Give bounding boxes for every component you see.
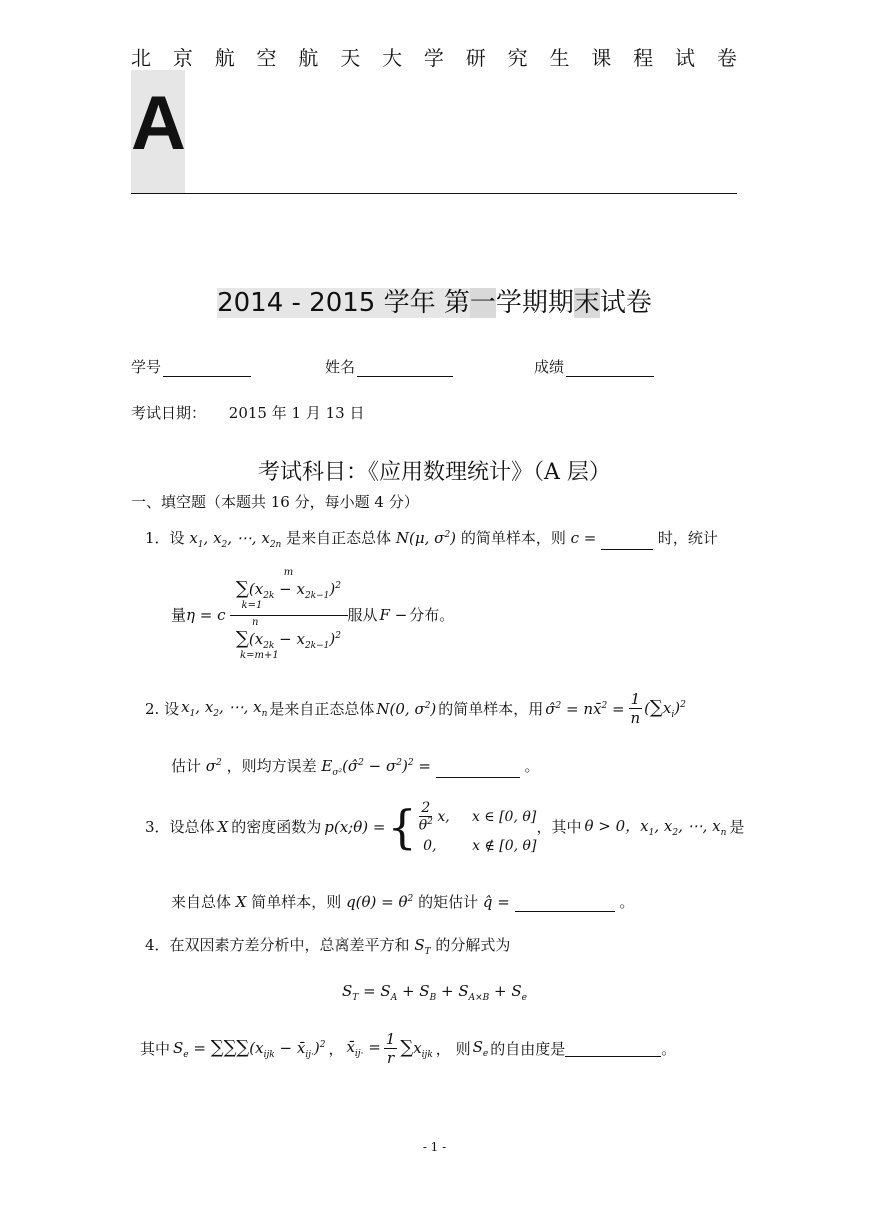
question-2-line-2 [171,755,540,778]
q2-answer-blank[interactable] [436,761,520,778]
q2-fraction: $\frac{1}{n}$ [630,690,641,727]
q2-math: $E_{\sigma^2}(\sigmâ^2 - \sigma^2)^2$ = [321,757,431,778]
title-year: 2014 - 2015 [217,288,376,318]
exam-date-value: 2015 年 1 月 13 日 [228,404,365,422]
header-char: 课 [591,46,612,70]
q1-math: c = [570,529,597,547]
question-1-line-1 [145,527,718,550]
header-char: 北 [131,46,151,70]
header-char: 究 [507,46,528,70]
q3-text: ，其中 [536,818,582,837]
q1-text: 是来自正态总体 [286,529,392,547]
q3-math: $q(\theta) = \theta^2$ [346,893,414,911]
q1-text: 服从 [347,606,378,624]
header-char: 研 [465,46,486,70]
name-field [325,356,453,377]
student-id-label: 学号 [131,358,162,376]
q3-cases: $\frac{2}{\theta^2}$ x, x ∈ [0, θ] 0, x ∉ [0, θ] [418,800,537,854]
q4-text: ， [328,1040,344,1058]
q1-numerator: m $\sum(x_{2k} - x_{2k-1})^2$ k=1 [230,568,348,616]
q2-math: $\sigma^2$ [205,757,222,775]
name-label: 姓名 [325,358,356,376]
header-char: 试 [674,46,695,70]
q2-math: σ̂$^2$ = nx̄$^2$ = [545,699,625,718]
university-header [131,42,737,71]
q3-brace: { [387,799,417,854]
q3-answer-blank[interactable] [515,895,615,912]
q4-text: 。 [661,1040,677,1058]
exam-subject: 考试科目：《应用数理统计》（A 层） [258,460,611,485]
q4-math: $S_e = \sum\sum\sum(x_{ijk}$ − $x̄_{ij\cdot})^2$ [173,1037,326,1060]
question-3-line-2 [171,891,634,912]
q3-math: p(x;θ) = [324,817,386,836]
q3-text: 来自总体 [171,893,232,911]
q1-math: $x_1$, $x_2$, ⋯, $x_{2n}$ [189,529,282,550]
q4-math: $S_T$ [414,936,431,957]
q4-text: 4．在双因素方差分析中，总离差平方和 [145,936,410,954]
q4-text: 其中 [140,1040,171,1058]
header-char: 学 [423,46,444,70]
q4-text: ， 则 [435,1040,471,1058]
q4-math: $S_e$ [472,1038,489,1059]
header-char: 航 [214,46,235,70]
student-id-field [131,356,251,377]
q2-text: 2. 设 [145,700,180,718]
q1-denominator: n $\sum(x_{2k} - x_{2k-1})^2$ k=m+1 [236,617,341,661]
exam-date [131,402,364,423]
q3-text: 。 [619,893,635,911]
paper-version-letter: A [131,81,186,166]
q3-math: q̂ = [482,893,510,911]
q2-text: 的简单样本，用 [438,700,544,718]
q2-text: ，则均方误差 [226,757,317,775]
q2-math: N(0, $\sigma^2$) [376,699,437,718]
question-1-line-2 [171,568,454,661]
exam-title [0,282,869,319]
student-id-blank[interactable] [163,360,251,377]
page-number: - 1 - [422,1140,447,1154]
q2-text: 。 [524,757,540,775]
q1-text: 时，统计 [657,529,718,547]
header-char: 航 [298,46,319,70]
q3-text: 简单样本，则 [251,893,342,911]
name-blank[interactable] [357,360,453,377]
score-blank[interactable] [566,360,654,377]
exam-date-label: 考试日期： [131,404,207,422]
question-4-line-3 [140,1030,676,1067]
q1-text: 分布。 [409,606,455,624]
q1-text: 1．设 [145,529,185,547]
q4-text: 的自由度是 [490,1040,566,1058]
title-segment: 学期期 [495,288,574,318]
score-label: 成绩 [534,358,565,376]
q1-fraction [230,568,348,661]
q1-math: F − [379,605,408,624]
header-char: 生 [549,46,570,70]
q4-math: $\sum x_{ijk}$ [400,1037,433,1060]
q3-text: 3．设总体 [145,818,215,837]
header-char: 京 [172,46,193,70]
header-char: 卷 [716,46,737,70]
q2-text: 是来自正态总体 [269,700,375,718]
title-segment: 末 [573,288,600,318]
section-heading: 一、填空题（本题共 16 分，每小题 4 分） [131,493,419,511]
q1-text: 的简单样本，则 [460,529,566,547]
q4-answer-blank[interactable] [565,1040,661,1057]
header-rule [131,193,737,194]
q3-math: X [235,893,247,911]
q1-text: 量 [171,606,187,624]
q3-text: 是 [729,818,745,837]
q1-math: N(μ, $\sigma^2$) [395,529,457,547]
q3-math: X [217,817,229,836]
q4-math: $x̄_{ij\cdot}$ = [346,1038,381,1059]
q2-text: 估计 [171,757,202,775]
header-char: 大 [382,46,403,70]
header-char: 天 [340,46,361,70]
question-2-line-1 [145,690,686,727]
title-segment: 学年 第 [375,288,470,318]
q3-math: θ > 0，$x_1$, $x_2$, ⋯, $x_n$ [584,817,727,839]
q4-fraction: $\frac{1}{r}$ [385,1030,396,1067]
score-field [534,356,654,377]
q1-answer-blank[interactable] [601,533,653,550]
title-segment: 一 [469,288,496,318]
q1-math: η = c [186,605,226,624]
q3-text: 的密度函数为 [231,818,322,837]
header-char: 空 [256,46,277,70]
q2-math: $x_1$, $x_2$, ⋯, $x_n$ [181,698,268,719]
header-char: 程 [633,46,654,70]
q4-text: 的分解式为 [435,936,511,954]
q2-math: $(\sum x_i)^2$ [644,697,686,720]
question-4-formula: $S_T = S_A + S_B + S_{A\times B} + S_e$ [342,982,527,1003]
question-3-line-1 [145,800,744,854]
title-segment: 试卷 [599,288,652,318]
q3-text: 的矩估计 [418,893,479,911]
question-4-line-1 [145,934,510,957]
